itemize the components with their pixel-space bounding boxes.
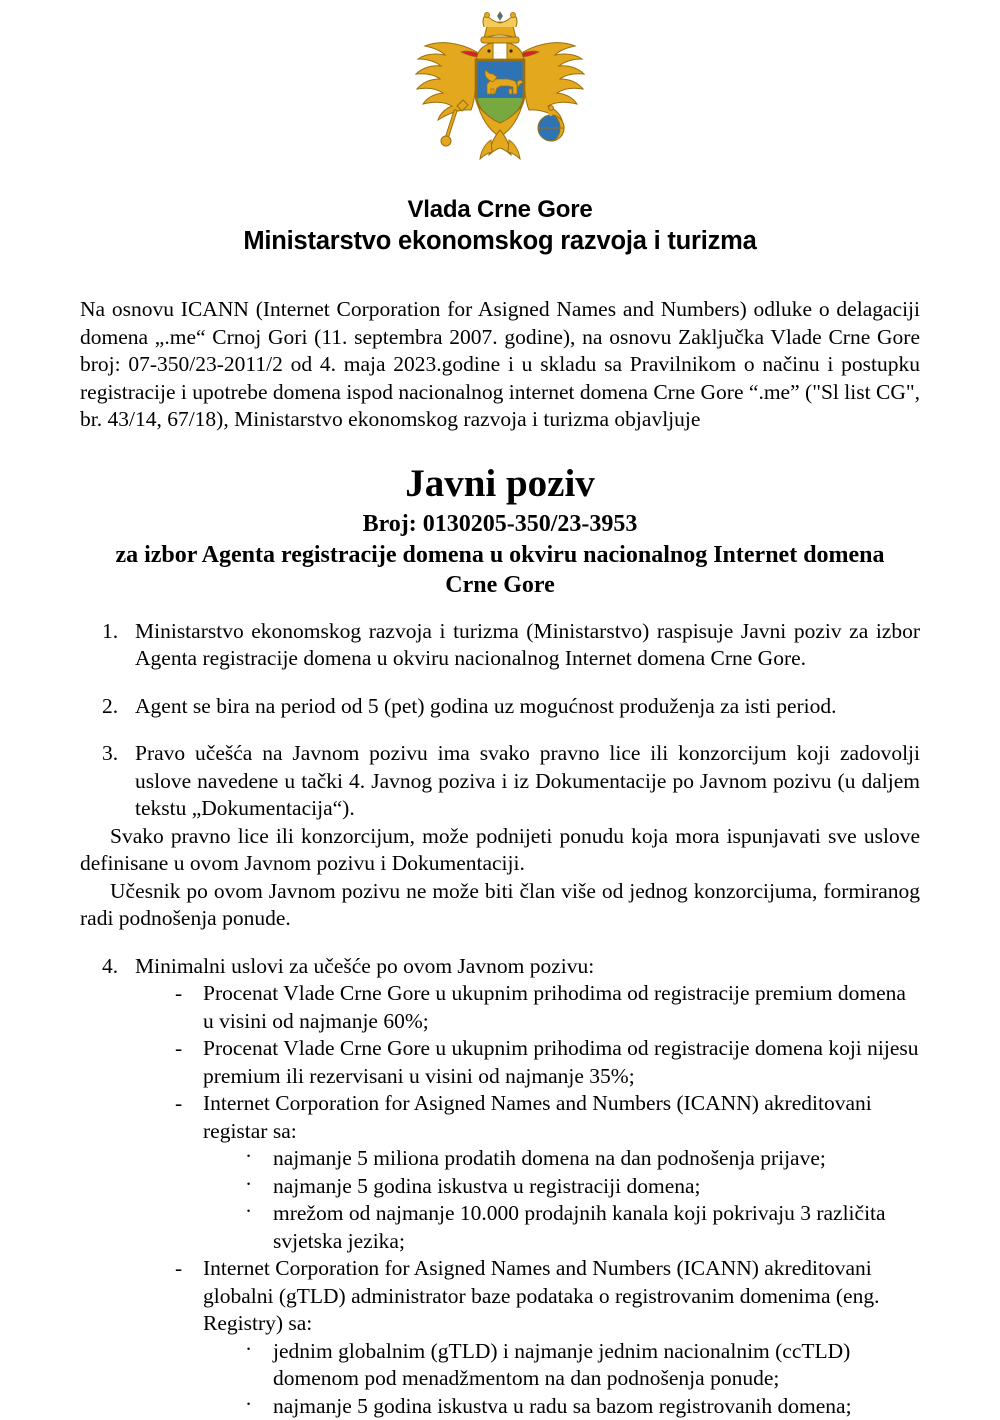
sub-condition [203, 1393, 920, 1420]
document-number: Broj: 0130205-350/23-3953 [80, 509, 920, 539]
condition-text: Internet Corporation for Asigned Names and Numbers (ICANN) akreditovani globalni (gTLD) administrator baze podataka o registrovanim domenima (eng. Registry) sa: [203, 1256, 879, 1335]
dash-bullet-icon: - [175, 980, 182, 1008]
sub-condition-text: najmanje 5 miliona prodatih domena na dan podnošenja prijave; [273, 1146, 826, 1170]
list-item-3-paragraph-3: Učesnik po ovom Javnom pozivu ne može biti član više od jednog konzorcijuma, formiranog radi podnošenja ponude. [80, 878, 920, 933]
list-item-2 [80, 693, 920, 721]
sub-condition-list [203, 1145, 920, 1255]
condition-bullet [135, 1035, 920, 1090]
condition-text: Procenat Vlade Crne Gore u ukupnim prihodima od registracije premium domena u visini od najmanje 60%; [203, 981, 906, 1033]
list-marker: 1. [102, 618, 132, 646]
condition-text: Internet Corporation for Asigned Names and Numbers (ICANN) akreditovani registar sa: [203, 1091, 872, 1143]
middot-bullet-icon: · [245, 1143, 252, 1171]
dash-bullet-icon: - [175, 1035, 182, 1063]
government-title: Vlada Crne Gore [0, 194, 1000, 225]
condition-bullet [135, 1090, 920, 1255]
coat-of-arms-container [0, 0, 1000, 172]
list-marker: 2. [102, 693, 132, 721]
middot-bullet-icon: · [245, 1336, 252, 1364]
sub-condition [203, 1338, 920, 1393]
list-marker: 3. [102, 740, 132, 768]
sub-condition-text: najmanje 5 godina iskustva u registraciji domena; [273, 1174, 701, 1198]
list-item-text: Pravo učešća na Javnom pozivu ima svako pravno lice ili konzorcijum koji zadovolji uslove navedene u tački 4. Javnog poziva i iz Dokumentacije po Javnom pozivu (u daljem tekstu „Dokumentacija“). [135, 740, 920, 823]
document-subtitle: za izbor Agenta registracije domena u okviru nacionalnog Internet domena Crne Gore [80, 540, 920, 600]
sub-condition-text: mrežom od najmanje 10.000 prodajnih kanala koji pokrivaju 3 različita svjetska jezika; [273, 1201, 886, 1253]
coat-of-arms-of-montenegro-icon [405, 6, 595, 172]
list-marker: 4. [102, 953, 132, 981]
condition-bullet [135, 1255, 920, 1420]
sub-condition-list [203, 1338, 920, 1420]
sub-condition [203, 1173, 920, 1201]
dash-bullet-icon: - [175, 1255, 182, 1283]
document-title: Javni poziv [80, 460, 920, 507]
document-body [40, 296, 960, 1420]
list-item-1 [80, 618, 920, 673]
minimum-conditions-list [135, 980, 920, 1420]
dash-bullet-icon: - [175, 1090, 182, 1118]
list-item-3-paragraph-2: Svako pravno lice ili konzorcijum, može podnijeti ponudu koja mora ispunjavati sve uslove definisane u ovom Javnom pozivu i Dokumentaciji. [80, 823, 920, 878]
numbered-list [80, 618, 920, 1420]
middot-bullet-icon: · [245, 1391, 252, 1419]
middot-bullet-icon: · [245, 1171, 252, 1199]
middot-bullet-icon: · [245, 1198, 252, 1226]
list-item-text: Agent se bira na period od 5 (pet) godina uz mogućnost produženja za isti period. [135, 693, 920, 721]
list-item-text: Minimalni uslovi za učešće po ovom Javnom pozivu: [135, 953, 920, 981]
sub-condition [203, 1145, 920, 1173]
condition-text: Procenat Vlade Crne Gore u ukupnim prihodima od registracije domena koji nijesu premium ili rezervisani u visini od najmanje 35%; [203, 1036, 919, 1088]
condition-bullet [135, 980, 920, 1035]
sub-condition-text: jednim globalnim (gTLD) i najmanje jednim nacionalnim (ccTLD) domenom pod menadžmentom na dan podnošenja ponude; [273, 1339, 850, 1391]
list-item-4 [80, 953, 920, 1420]
ministry-title: Ministarstvo ekonomskog razvoja i turizma [0, 225, 1000, 258]
list-item-3 [80, 740, 920, 933]
document-header [0, 194, 1000, 258]
title-block [80, 460, 920, 600]
list-item-text: Ministarstvo ekonomskog razvoja i turizma (Ministarstvo) raspisuje Javni poziv za izbor Agenta registracije domena u okviru nacionalnog Internet domena Crne Gore. [135, 618, 920, 673]
legal-basis-paragraph: Na osnovu ICANN (Internet Corporation for Asigned Names and Numbers) odluke o delagaciji domena „.me“ Crnoj Gori (11. septembra 2007. godine), na osnovu Zaključka Vlade Crne Gore broj: 07-350/23-2011/2 od 4. maja 2023.godine i u skladu sa Pravilnikom o načinu i postupku registracije i upotrebe domena ispod nacionalnog internet domena Crne Gore “.me” ("Sl list CG", br. 43/14, 67/18), Ministarstvo ekonomskog razvoja i turizma objavljuje [80, 296, 920, 434]
sub-condition [203, 1200, 920, 1255]
sub-condition-text: najmanje 5 godina iskustva u radu sa bazom registrovanih domena; [273, 1394, 852, 1418]
